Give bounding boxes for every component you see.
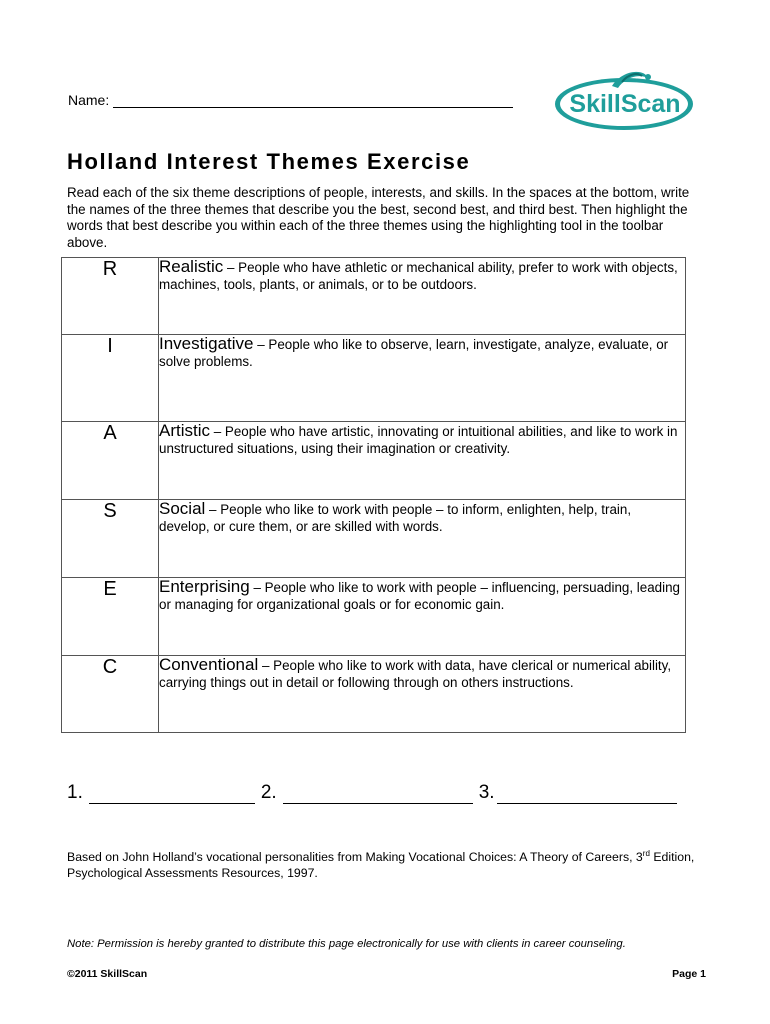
- theme-description[interactable]: [159, 422, 686, 500]
- rank-label-1: 1.: [67, 782, 83, 803]
- theme-row: [62, 656, 686, 733]
- copyright: ©2011 SkillScan: [67, 968, 148, 980]
- page-number: Page 1: [672, 968, 706, 980]
- theme-letter: I: [62, 335, 159, 422]
- rank-field-2[interactable]: [283, 785, 473, 804]
- theme-text: – People who like to work with people – to inform, enlighten, help, train, develop, or cure them, or are skilled with words.: [159, 502, 632, 534]
- theme-name: Investigative: [159, 334, 254, 353]
- rank-label-3: 3.: [478, 782, 495, 803]
- theme-description[interactable]: [159, 335, 686, 422]
- instructions: Read each of the six theme descriptions of people, interests, and skills. In the spaces at the bottom, write the names of the three themes that describe you the best, second best, and third best. Then highlight the words that best describe you within each of the three themes using the highlighting tool in the toolbar above.: [67, 185, 690, 250]
- theme-row: [62, 335, 686, 422]
- theme-letter: R: [62, 258, 159, 335]
- theme-name: Conventional: [159, 655, 259, 674]
- citation-main: Based on John Holland’s vocational personalities from Making Vocational Choices: A Theory of Careers, 3: [67, 850, 643, 865]
- page-title: Holland Interest Themes Exercise: [67, 149, 471, 174]
- theme-description[interactable]: [159, 258, 686, 335]
- theme-description[interactable]: [159, 500, 686, 578]
- skillscan-logo: [552, 66, 698, 132]
- theme-text: – People who like to work with people – influencing, persuading, leading or managing for organizational goals or for economic gain.: [159, 580, 680, 612]
- theme-letter: C: [62, 656, 159, 733]
- citation-rest: Edition, Psychological Assessments Resources, 1997.: [67, 850, 695, 881]
- citation: [67, 846, 697, 881]
- permission-note: Note: Permission is hereby granted to distribute this page electronically for use with clients in career counseling.: [67, 938, 626, 950]
- theme-description[interactable]: [159, 578, 686, 656]
- theme-text: – People who have athletic or mechanical ability, prefer to work with objects, machines, tools, plants, or animals, or to be outdoors.: [159, 260, 678, 292]
- theme-row: [62, 422, 686, 500]
- logo-text: SkillScan: [569, 90, 681, 118]
- theme-name: Enterprising: [159, 577, 250, 596]
- theme-text: – People who have artistic, innovating or intuitional abilities, and like to work in unstructured situations, using their imagination or creativity.: [159, 424, 678, 456]
- name-label: Name:: [68, 92, 110, 108]
- rank-label-2: 2.: [260, 782, 277, 803]
- theme-name: Artistic: [159, 421, 210, 440]
- theme-row: [62, 258, 686, 335]
- theme-text: – People who like to observe, learn, investigate, analyze, evaluate, or solve problems.: [159, 337, 669, 369]
- theme-row: [62, 500, 686, 578]
- name-row: [68, 92, 513, 108]
- rank-field-1[interactable]: [89, 785, 255, 804]
- theme-description[interactable]: [159, 656, 686, 733]
- theme-text: – People who like to work with data, have clerical or numerical ability, carrying things out in detail or following through on others instructions.: [159, 658, 672, 690]
- ranking-row: [67, 782, 683, 804]
- theme-row: [62, 578, 686, 656]
- theme-letter: E: [62, 578, 159, 656]
- theme-name: Realistic: [159, 257, 224, 276]
- citation-sup: rd: [642, 849, 650, 858]
- theme-letter: A: [62, 422, 159, 500]
- themes-table: [61, 257, 686, 733]
- rank-field-3[interactable]: [497, 785, 677, 804]
- name-field[interactable]: [113, 92, 513, 108]
- theme-letter: S: [62, 500, 159, 578]
- theme-name: Social: [159, 499, 206, 518]
